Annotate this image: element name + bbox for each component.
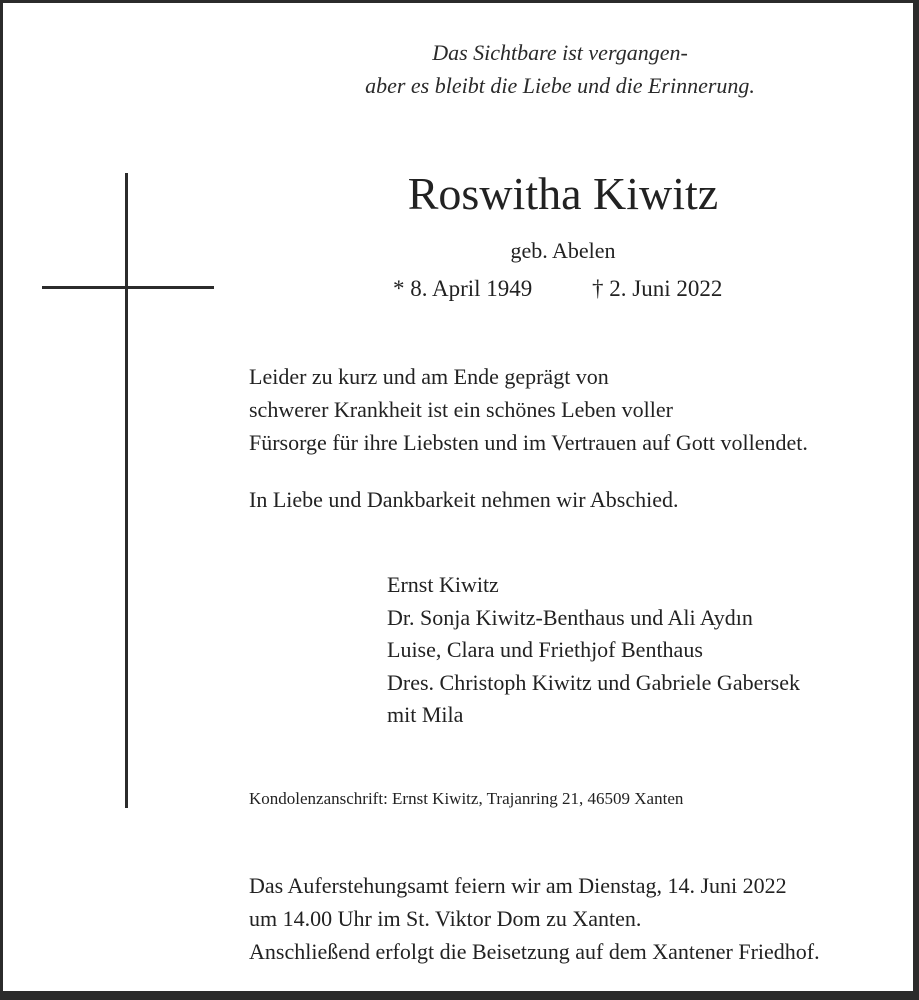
mourner-entry: mit Mila	[387, 702, 464, 727]
cross-icon-horizontal-bar	[42, 286, 214, 289]
condolence-address: Kondolenzanschrift: Ernst Kiwitz, Trajanring 21, 46509 Xanten	[249, 789, 684, 808]
farewell-line: In Liebe und Dankbarkeit nehmen wir Abschied.	[249, 487, 679, 512]
maiden-name: geb. Abelen	[510, 238, 616, 263]
mourner-entry: Luise, Clara und Friethjof Benthaus	[387, 637, 703, 662]
service-line: um 14.00 Uhr im St. Viktor Dom zu Xanten.	[249, 906, 642, 931]
mourner-entry: Dres. Christoph Kiwitz und Gabriele Gabersek	[387, 669, 801, 695]
mourner-entry: Ernst Kiwitz	[387, 572, 499, 597]
motto	[300, 36, 820, 102]
service-details	[249, 869, 820, 968]
deceased-name: Roswitha Kiwitz	[407, 168, 719, 219]
cross-icon-vertical-bar	[125, 173, 128, 808]
message-line: schwerer Krankheit ist ein schönes Leben voller	[249, 397, 673, 422]
service-line: Das Auferstehungsamt feiern wir am Dienstag, 14. Juni 2022	[249, 873, 787, 898]
service-line: Anschließend erfolgt die Beisetzung auf dem Xantener Friedhof.	[249, 939, 820, 964]
motto-line-1: Das Sichtbare ist vergangen-	[432, 40, 688, 65]
mourner-entry: Dr. Sonja Kiwitz-Benthaus und Ali Aydın	[387, 604, 753, 630]
message-line: Fürsorge für ihre Liebsten und im Vertrauen auf Gott vollendet.	[249, 430, 808, 455]
death-date: † 2. Juni 2022	[592, 276, 723, 301]
mourners-list	[387, 569, 800, 732]
birth-date: * 8. April 1949	[393, 276, 533, 301]
memorial-message	[249, 360, 808, 459]
message-line: Leider zu kurz und am Ende geprägt von	[249, 364, 609, 389]
motto-line-2: aber es bleibt die Liebe und die Erinnerung.	[365, 73, 755, 98]
